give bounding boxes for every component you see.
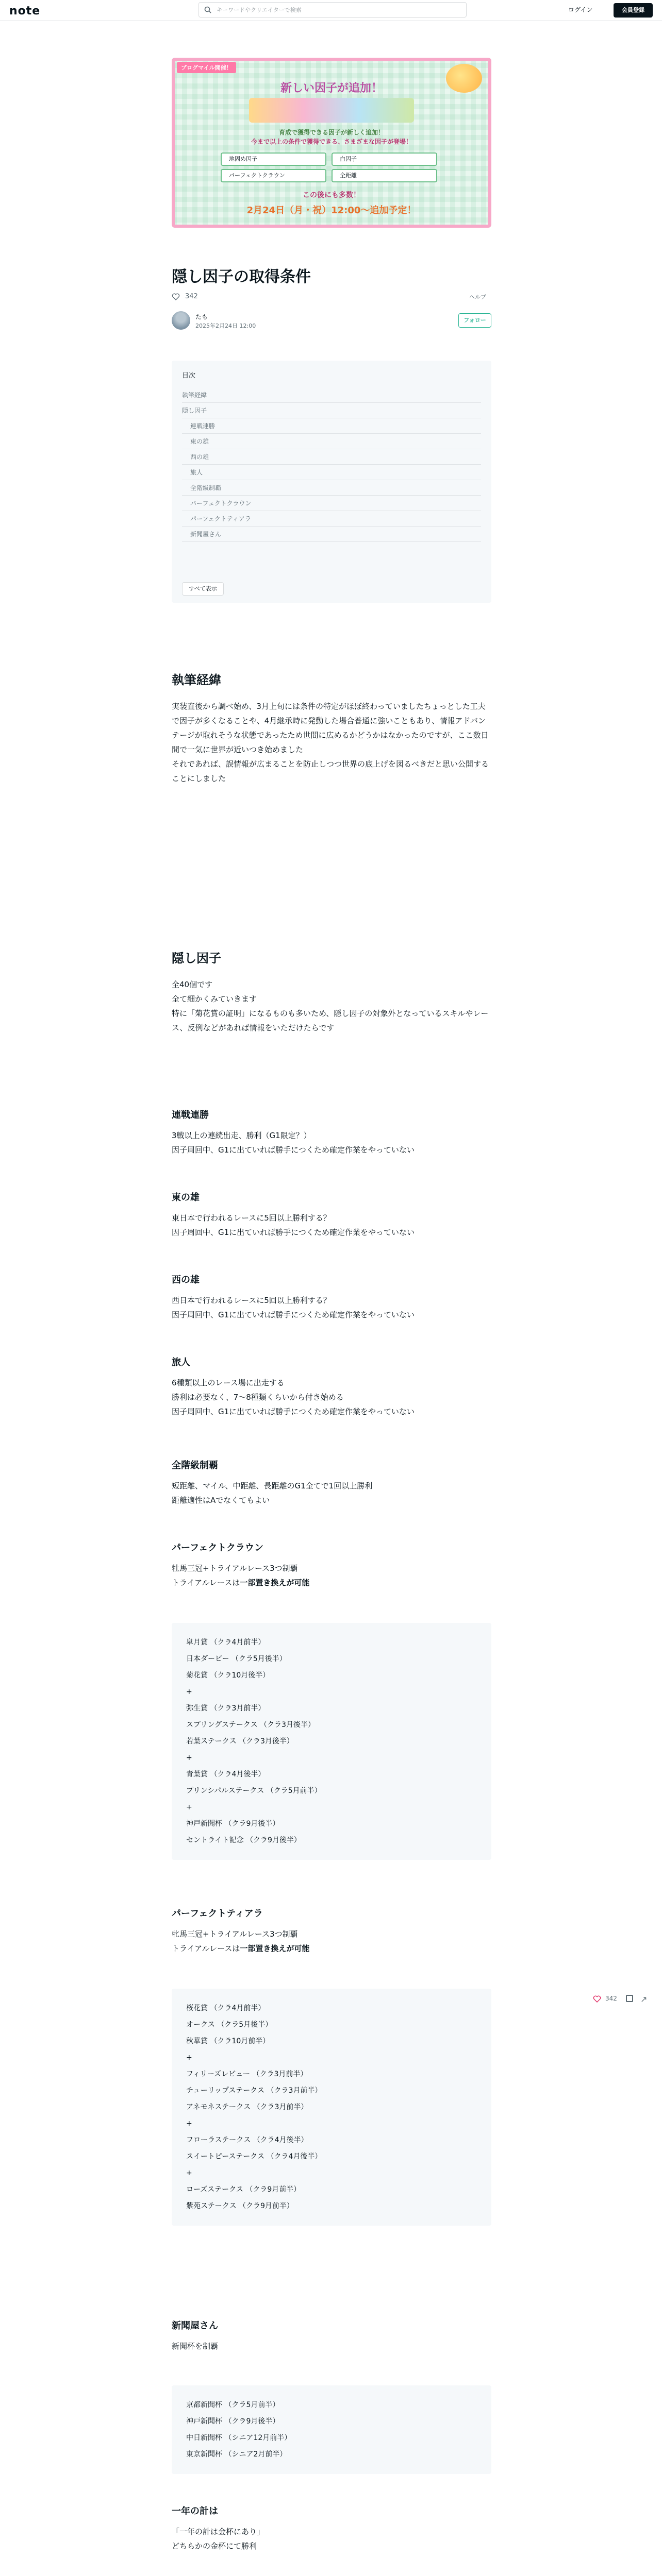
race-item: 神戸新聞杯 （クラ9月後半）: [186, 2417, 280, 2426]
toc-item[interactable]: 執筆経緯: [182, 387, 481, 403]
search-icon: [204, 6, 211, 13]
factor-higashi: [172, 1190, 491, 1240]
factor-crown: [172, 1540, 491, 1590]
hidden-factor-section: [172, 948, 491, 1035]
race-item: ローズステークス （クラ9月前半）: [186, 2185, 301, 2194]
factor-tabibito: [172, 1355, 491, 1419]
race-item: フィリーズレビュー （クラ3月前半）: [186, 2070, 308, 2078]
banner-factor: 白因子: [332, 152, 437, 166]
factor-renshou: [172, 1108, 491, 1157]
race-item: スプリングステークス （クラ3月後半）: [186, 1721, 315, 1729]
help-link[interactable]: ヘルプ: [469, 294, 486, 300]
factor-heading: 東の雄: [172, 1192, 200, 1203]
race-item: 秋華賞 （クラ10月前半）: [186, 2037, 270, 2045]
toc-item[interactable]: 旅人: [182, 465, 481, 480]
plus-sign: +: [186, 1754, 192, 1762]
banner-tag: ブログマイル開催！: [177, 62, 236, 73]
paragraph: 因子周回中、G1に出ていれば勝手につくため確定作業をやっていない: [172, 1228, 415, 1237]
factor-heading: 新聞屋さん: [172, 2320, 218, 2331]
toc-item[interactable]: 連戦連勝: [182, 418, 481, 434]
race-item: 中日新聞杯 （シニア12月前半）: [186, 2434, 292, 2442]
paragraph: 牡馬三冠+トライアルレース3つ制覇: [172, 1564, 298, 1573]
toc-heading: 目次: [182, 372, 196, 380]
paragraph: 全て細かくみていきます: [172, 994, 257, 1004]
text: トライアルレースは: [172, 1944, 240, 1953]
toc-item[interactable]: パーフェクトティアラ: [182, 511, 481, 527]
race-item: スイートピーステークス （クラ4月後半）: [186, 2153, 322, 2161]
race-item: 青葉賞 （クラ4月後半）: [186, 1770, 266, 1778]
race-item: 京都新聞杯 （クラ5月前半）: [186, 2401, 280, 2409]
login-link[interactable]: ログイン: [568, 6, 593, 13]
paragraph: 東日本で行われるレースに5回以上勝利する？: [172, 1213, 331, 1223]
banner-note: この後にも多数！: [303, 191, 360, 199]
paragraph: 新聞杯を制覇: [172, 2342, 219, 2351]
plus-sign: +: [186, 1803, 192, 1811]
like-count: 342: [185, 293, 198, 300]
banner-subtitle: 今まで以上の条件で獲得できる、さまざまな因子が登場！: [251, 138, 412, 145]
banner-title: 新しい因子が追加！: [280, 82, 383, 95]
site-header: [0, 0, 662, 21]
paragraph: [172, 1575, 491, 1590]
signup-button[interactable]: 会員登録: [614, 3, 653, 18]
paragraph: どちらかの金杯にて勝利: [172, 2541, 257, 2551]
intro-section: [172, 670, 491, 786]
paragraph: それであれば、誤情報が広まることを防止しつつ世界の底上げを図るべきだと思い公開することにしました: [172, 759, 489, 783]
factor-heading: パーフェクトティアラ: [172, 1908, 263, 1919]
factor-ichinen: [172, 2504, 491, 2553]
plus-sign: +: [186, 2120, 192, 2128]
section-heading: 執筆経緯: [172, 673, 221, 687]
table-of-contents: [172, 361, 491, 603]
race-item: 弥生賞 （クラ3月前半）: [186, 1704, 266, 1713]
like-row: [172, 292, 491, 302]
toc-item[interactable]: 西の雄: [182, 449, 481, 465]
heart-icon[interactable]: [172, 293, 180, 301]
paragraph: 因子周回中、G1に出ていれば勝手につくため確定作業をやっていない: [172, 1145, 415, 1155]
race-list-box: [172, 1623, 491, 1860]
banner-factor: 地固め因子: [221, 152, 326, 166]
paragraph: 因子周回中、G1に出ていれば勝手につくため確定作業をやっていない: [172, 1407, 415, 1416]
bold-text: 一部置き換えが可能: [240, 1578, 310, 1587]
banner-artwork: [249, 98, 414, 123]
paragraph: 全40個です: [172, 980, 213, 989]
factor-heading: 全階級制覇: [172, 1460, 218, 1471]
race-item: プリンシパルステークス （クラ5月前半）: [186, 1787, 322, 1795]
section-heading: 隠し因子: [172, 951, 221, 965]
paragraph: [172, 1941, 491, 1956]
race-item: 桜花賞 （クラ4月前半）: [186, 2004, 266, 2012]
banner-factor: パーフェクトクラウン: [221, 169, 326, 182]
follow-button[interactable]: フォロー: [458, 313, 491, 328]
factor-heading: 一年の計は: [172, 2506, 218, 2517]
factor-zenkaikyu: [172, 1458, 491, 1507]
factor-tiara: [172, 1906, 491, 1956]
race-item: アネモネステークス （クラ3月前半）: [186, 2103, 308, 2111]
bold-text: 一部置き換えが可能: [240, 1944, 310, 1953]
factor-heading: 西の雄: [172, 1275, 200, 1285]
race-item: セントライト記念 （クラ9月後半）: [186, 1836, 301, 1844]
paragraph: 「一年の計は金杯にあり」: [172, 2527, 265, 2536]
race-list-box: [172, 1989, 491, 2226]
article-title: 隠し因子の取得条件: [172, 268, 311, 286]
comment-icon[interactable]: [626, 1995, 633, 2002]
plus-sign: +: [186, 2169, 192, 2177]
paragraph: 3戦以上の連続出走、勝利（G1限定？）: [172, 1131, 311, 1140]
plus-sign: +: [186, 1688, 192, 1696]
factor-heading: パーフェクトクラウン: [172, 1543, 263, 1553]
toc-list: [182, 387, 481, 542]
note-logo[interactable]: note: [9, 5, 41, 18]
share-icon[interactable]: ↗: [640, 1994, 648, 2004]
search-box[interactable]: [198, 2, 467, 18]
factor-heading: 旅人: [172, 1357, 190, 1368]
paragraph: 6種類以上のレース場に出走する: [172, 1378, 285, 1387]
race-item: チューリップステークス （クラ3月前半）: [186, 2087, 322, 2095]
paragraph: 特に「菊花賞の証明」になるものも多いため、隠し因子の対象外となっているスキルやレース、反例などがあれば情報をいただけたらです: [172, 1009, 489, 1032]
text: トライアルレースは: [172, 1578, 240, 1587]
race-item: 若葉ステークス （クラ3月後半）: [186, 1737, 294, 1745]
race-item: 紫苑ステークス （クラ9月前半）: [186, 2202, 294, 2210]
factor-nishi: [172, 1273, 491, 1322]
banner-subtitle: 育成で獲得できる因子が新しく追加！: [278, 129, 384, 136]
paragraph: 西日本で行われるレースに5回以上勝利する？: [172, 1296, 331, 1305]
eyecatch-banner: [172, 58, 491, 228]
race-item: 神戸新聞杯 （クラ9月後半）: [186, 1820, 280, 1828]
race-list-box: [172, 2385, 491, 2474]
toc-item[interactable]: 東の雄: [182, 434, 481, 449]
toc-item[interactable]: 新聞屋さん: [182, 527, 481, 542]
paragraph: 距離適性はAでなくてもよい: [172, 1496, 270, 1505]
like-count: 342: [605, 1995, 617, 2002]
factor-heading: 連戦連勝: [172, 1110, 209, 1121]
paragraph: 短距離、マイル、中距離、長距離のG1全てで1回以上勝利: [172, 1481, 373, 1490]
race-item: 日本ダービー （クラ5月後半）: [186, 1655, 287, 1663]
race-item: 菊花賞 （クラ10月後半）: [186, 1671, 270, 1680]
toc-show-all-button[interactable]: すべて表示: [182, 582, 224, 596]
race-item: フローラステークス （クラ4月後半）: [186, 2136, 308, 2144]
paragraph: 牝馬三冠+トライアルレース3つ制覇: [172, 1929, 298, 1939]
factor-shinbun: [172, 2318, 491, 2353]
race-item: 東京新聞杯 （シニア2月前半）: [186, 2450, 287, 2459]
floating-action-bar: [593, 1994, 655, 2004]
race-item: 皐月賞 （クラ4月前半）: [186, 1638, 266, 1647]
avatar[interactable]: [172, 311, 190, 330]
post-date: 2025年2月24日 12:00: [195, 323, 256, 329]
plus-sign: +: [186, 2054, 192, 2062]
toc-item[interactable]: 隠し因子: [182, 403, 481, 418]
banner-factor: 全距離: [332, 169, 437, 182]
toc-item[interactable]: パーフェクトクラウン: [182, 496, 481, 511]
heart-icon[interactable]: [593, 1995, 601, 2003]
paragraph: 実装直後から調べ始め、3月上旬には条件の特定がほぼ終わっていましたちょっとした工夫で因子が多くなることや、4月継承時に発動した場合普通に強いこともあり、情報アドバンテージが取れそうな状態であったため世間に広めるかどうかはなかったのですが、ここ数日間で一気に世界が近いつき始めました: [172, 702, 489, 754]
author-row: [172, 310, 491, 331]
banner-factor-list: [221, 152, 442, 185]
paragraph: 勝利は必要なく、7～8種類くらいから付き始める: [172, 1393, 344, 1402]
paragraph: 因子周回中、G1に出ていれば勝手につくため確定作業をやっていない: [172, 1310, 415, 1319]
toc-item[interactable]: 全階級制覇: [182, 480, 481, 496]
banner-date: 2月24日（月・祝）12:00～追加予定！: [246, 205, 417, 216]
search-input[interactable]: [217, 4, 459, 15]
race-item: オークス （クラ5月後半）: [186, 2021, 273, 2029]
author-name[interactable]: たも: [195, 313, 208, 320]
